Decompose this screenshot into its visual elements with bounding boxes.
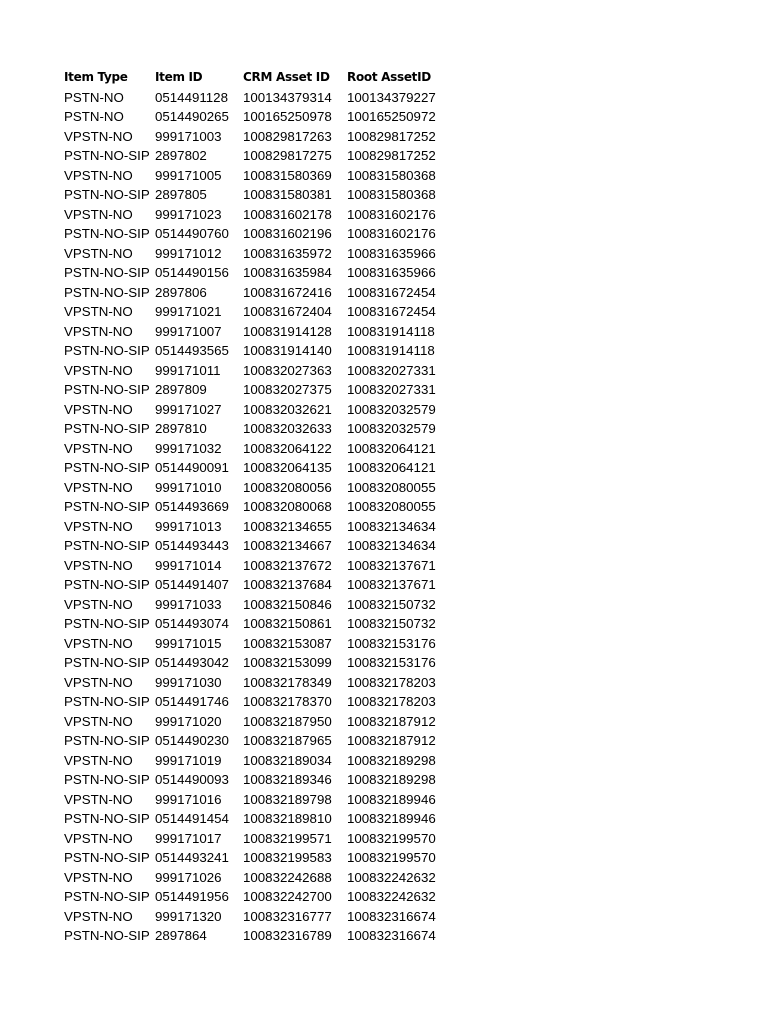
root-asset-id-cell: 100831672454: [347, 284, 436, 300]
item-id-cell: 2897864: [155, 928, 207, 943]
root-asset-id-cell: 100831672454: [347, 304, 436, 319]
table-row: [64, 926, 447, 946]
crm-asset-id-cell: 100832032633: [243, 421, 332, 436]
root-asset-id-cell: 100832064121: [347, 440, 436, 456]
root-asset-id-cell: 100832080055: [347, 479, 436, 495]
item-type-cell: VPSTN-NO: [64, 518, 133, 534]
table-row: [64, 868, 447, 888]
item-id-cell: 999171320: [155, 908, 222, 924]
crm-asset-id-cell: 100832080056: [243, 479, 332, 495]
crm-asset-id-cell: 100832189346: [243, 772, 332, 787]
item-type-cell: PSTN-NO-SIP: [64, 460, 150, 475]
item-id-cell: 999171023: [155, 206, 222, 222]
root-asset-id-cell: 100832189298: [347, 772, 436, 787]
item-type-cell: VPSTN-NO: [64, 479, 133, 495]
item-type-cell: PSTN-NO-SIP: [64, 265, 150, 280]
crm-asset-id-cell: 100829817263: [243, 128, 332, 144]
crm-asset-id-cell: 100831580381: [243, 187, 332, 202]
item-type-cell: PSTN-NO-SIP: [64, 421, 150, 436]
root-asset-id-cell: 100829817252: [347, 148, 436, 163]
table-body: [64, 88, 447, 946]
item-id-cell: 999171005: [155, 167, 222, 183]
item-id-cell: 2897809: [155, 382, 207, 397]
item-id-cell: 0514493565: [155, 343, 229, 358]
item-id-cell: 0514491746: [155, 694, 229, 709]
item-type-cell: VPSTN-NO: [64, 167, 133, 183]
crm-asset-id-cell: 100832032621: [243, 401, 332, 417]
table-row: [64, 439, 447, 459]
root-asset-id-cell: 100832027331: [347, 362, 436, 378]
table-row: [64, 419, 447, 439]
item-type-cell: VPSTN-NO: [64, 245, 133, 261]
crm-asset-id-cell: 100831914140: [243, 343, 332, 358]
item-id-cell: 2897802: [155, 148, 207, 163]
item-id-cell: 999171007: [155, 323, 222, 339]
crm-asset-id-cell: 100832187965: [243, 733, 332, 748]
item-id-cell: 0514493074: [155, 616, 229, 631]
crm-asset-id-cell: 100832189798: [243, 791, 332, 807]
table-row: [64, 283, 447, 303]
item-type-cell: PSTN-NO-SIP: [64, 655, 150, 670]
item-type-cell: VPSTN-NO: [64, 304, 133, 319]
table-row: [64, 673, 447, 693]
root-asset-id-cell: 100165250972: [347, 109, 436, 124]
item-id-cell: 0514493042: [155, 655, 229, 670]
crm-asset-id-cell: 100831602178: [243, 206, 332, 222]
item-id-cell: 0514491454: [155, 811, 229, 826]
root-asset-id-cell: 100832189298: [347, 752, 436, 768]
item-id-cell: 0514490265: [155, 109, 229, 124]
item-id-cell: 999171011: [155, 362, 221, 378]
root-asset-id-cell: 100832150732: [347, 596, 436, 612]
crm-asset-id-cell: 100831672404: [243, 304, 332, 319]
crm-asset-id-cell: 100832199583: [243, 850, 332, 865]
table-row: [64, 107, 447, 127]
item-type-cell: PSTN-NO-SIP: [64, 148, 150, 163]
item-type-cell: VPSTN-NO: [64, 635, 133, 651]
item-type-cell: VPSTN-NO: [64, 323, 133, 339]
root-asset-id-cell: 100831914118: [347, 323, 435, 339]
root-asset-id-cell: 100832178203: [347, 674, 436, 690]
root-asset-id-cell: 100831580368: [347, 187, 436, 202]
table-row: [64, 829, 447, 849]
table-row: [64, 263, 447, 283]
table-row: [64, 322, 447, 342]
item-id-cell: 0514490091: [155, 460, 229, 475]
table-row: [64, 380, 447, 400]
table-row: [64, 634, 447, 654]
crm-asset-id-cell: 100832134655: [243, 518, 332, 534]
root-asset-id-cell: 100831635966: [347, 245, 436, 261]
root-asset-id-cell: 100832027331: [347, 382, 436, 397]
item-type-cell: VPSTN-NO: [64, 713, 133, 729]
root-asset-id-cell: 100832137671: [347, 557, 436, 573]
table-row: [64, 595, 447, 615]
table-row: [64, 478, 447, 498]
crm-asset-id-cell: 100832316789: [243, 928, 332, 943]
table-row: [64, 88, 447, 108]
table-row: [64, 517, 447, 537]
root-asset-id-cell: 100832134634: [347, 538, 436, 553]
item-type-cell: PSTN-NO-SIP: [64, 284, 150, 300]
item-type-cell: PSTN-NO-SIP: [64, 343, 150, 358]
header-row: [64, 68, 447, 88]
table-row: [64, 575, 447, 595]
item-id-cell: 999171019: [155, 752, 222, 768]
item-id-cell: 999171003: [155, 128, 222, 144]
item-type-cell: PSTN-NO: [64, 109, 124, 124]
root-asset-id-cell: 100832032579: [347, 421, 436, 436]
item-id-cell: 999171010: [155, 479, 222, 495]
table-row: [64, 341, 447, 361]
item-id-cell: 999171015: [155, 635, 222, 651]
header-crm-asset-id: CRM Asset ID: [243, 70, 330, 84]
item-id-cell: 999171020: [155, 713, 222, 729]
root-asset-id-cell: 100832316674: [347, 908, 436, 924]
item-type-cell: PSTN-NO-SIP: [64, 616, 150, 631]
item-id-cell: 0514493443: [155, 538, 229, 553]
item-id-cell: 0514490230: [155, 733, 229, 748]
table-row: [64, 692, 447, 712]
item-id-cell: 999171021: [155, 304, 222, 319]
table-row: [64, 127, 447, 147]
table-row: [64, 536, 447, 556]
item-type-cell: VPSTN-NO: [64, 908, 133, 924]
item-type-cell: PSTN-NO-SIP: [64, 226, 150, 241]
table-row: [64, 653, 447, 673]
table-row: [64, 614, 447, 634]
crm-asset-id-cell: 100832178349: [243, 674, 332, 690]
table-row: [64, 556, 447, 576]
header-item-type: Item Type: [64, 70, 128, 84]
crm-asset-id-cell: 100832153087: [243, 635, 332, 651]
crm-asset-id-cell: 100832137684: [243, 577, 332, 592]
item-type-cell: VPSTN-NO: [64, 596, 133, 612]
crm-asset-id-cell: 100832137672: [243, 557, 332, 573]
item-type-cell: PSTN-NO-SIP: [64, 772, 150, 787]
crm-asset-id-cell: 100832064122: [243, 440, 332, 456]
root-asset-id-cell: 100831602176: [347, 226, 436, 241]
crm-asset-id-cell: 100832153099: [243, 655, 332, 670]
item-id-cell: 999171030: [155, 674, 222, 690]
root-asset-id-cell: 100832187912: [347, 733, 436, 748]
header-root-asset-id: Root AssetID: [347, 70, 431, 84]
table-row: [64, 400, 447, 420]
item-id-cell: 999171013: [155, 518, 222, 534]
item-type-cell: PSTN-NO-SIP: [64, 382, 150, 397]
item-id-cell: 999171014: [155, 557, 222, 573]
root-asset-id-cell: 100832189946: [347, 811, 436, 826]
crm-asset-id-cell: 100832150846: [243, 596, 332, 612]
root-asset-id-cell: 100134379227: [347, 89, 436, 105]
crm-asset-id-cell: 100832316777: [243, 908, 332, 924]
item-type-cell: PSTN-NO-SIP: [64, 733, 150, 748]
table-row: [64, 205, 447, 225]
item-id-cell: 0514491407: [155, 577, 229, 592]
root-asset-id-cell: 100832189946: [347, 791, 436, 807]
table-row: [64, 146, 447, 166]
item-id-cell: 0514490093: [155, 772, 229, 787]
root-asset-id-cell: 100832178203: [347, 694, 436, 709]
asset-table: [64, 68, 447, 946]
root-asset-id-cell: 100832153176: [347, 635, 436, 651]
root-asset-id-cell: 100832199570: [347, 830, 436, 846]
table-row: [64, 244, 447, 264]
root-asset-id-cell: 100832137671: [347, 577, 436, 592]
root-asset-id-cell: 100832199570: [347, 850, 436, 865]
crm-asset-id-cell: 100831602196: [243, 226, 332, 241]
item-type-cell: PSTN-NO-SIP: [64, 694, 150, 709]
item-id-cell: 2897805: [155, 187, 207, 202]
item-id-cell: 999171032: [155, 440, 222, 456]
root-asset-id-cell: 100832153176: [347, 655, 436, 670]
crm-asset-id-cell: 100832242688: [243, 869, 332, 885]
crm-asset-id-cell: 100832150861: [243, 616, 332, 631]
item-id-cell: 999171012: [155, 245, 222, 261]
item-id-cell: 999171017: [155, 830, 222, 846]
crm-asset-id-cell: 100832080068: [243, 499, 332, 514]
item-id-cell: 2897810: [155, 421, 207, 436]
root-asset-id-cell: 100831635966: [347, 265, 436, 280]
item-id-cell: 0514491956: [155, 889, 229, 904]
item-type-cell: VPSTN-NO: [64, 401, 133, 417]
root-asset-id-cell: 100831914118: [347, 343, 435, 358]
root-asset-id-cell: 100829817252: [347, 128, 436, 144]
item-type-cell: PSTN-NO-SIP: [64, 187, 150, 202]
crm-asset-id-cell: 100832027375: [243, 382, 332, 397]
root-asset-id-cell: 100832316674: [347, 928, 436, 943]
item-type-cell: VPSTN-NO: [64, 674, 133, 690]
table-row: [64, 770, 447, 790]
crm-asset-id-cell: 100831672416: [243, 284, 332, 300]
crm-asset-id-cell: 100134379314: [243, 89, 332, 105]
item-id-cell: 0514493669: [155, 499, 229, 514]
crm-asset-id-cell: 100832178370: [243, 694, 332, 709]
crm-asset-id-cell: 100832189034: [243, 752, 332, 768]
item-type-cell: VPSTN-NO: [64, 830, 133, 846]
item-type-cell: PSTN-NO-SIP: [64, 538, 150, 553]
table-row: [64, 361, 447, 381]
item-id-cell: 999171033: [155, 596, 222, 612]
crm-asset-id-cell: 100831580369: [243, 167, 332, 183]
crm-asset-id-cell: 100832189810: [243, 811, 332, 826]
root-asset-id-cell: 100832150732: [347, 616, 436, 631]
table-row: [64, 887, 447, 907]
table-row: [64, 224, 447, 244]
item-type-cell: PSTN-NO-SIP: [64, 499, 150, 514]
table-row: [64, 731, 447, 751]
root-asset-id-cell: 100831580368: [347, 167, 436, 183]
table-row: [64, 809, 447, 829]
item-id-cell: 0514493241: [155, 850, 229, 865]
item-type-cell: PSTN-NO-SIP: [64, 889, 150, 904]
item-type-cell: VPSTN-NO: [64, 128, 133, 144]
item-id-cell: 999171026: [155, 869, 222, 885]
header-item-id: Item ID: [155, 70, 203, 84]
root-asset-id-cell: 100832242632: [347, 889, 436, 904]
item-id-cell: 999171016: [155, 791, 222, 807]
item-id-cell: 0514491128: [155, 89, 228, 105]
crm-asset-id-cell: 100831914128: [243, 323, 332, 339]
item-type-cell: PSTN-NO: [64, 89, 124, 105]
table-row: [64, 302, 447, 322]
root-asset-id-cell: 100832064121: [347, 460, 436, 475]
table-row: [64, 751, 447, 771]
item-type-cell: VPSTN-NO: [64, 362, 133, 378]
root-asset-id-cell: 100831602176: [347, 206, 436, 222]
crm-asset-id-cell: 100829817275: [243, 148, 332, 163]
item-type-cell: VPSTN-NO: [64, 557, 133, 573]
item-id-cell: 999171027: [155, 401, 222, 417]
table-row: [64, 907, 447, 927]
item-type-cell: VPSTN-NO: [64, 869, 133, 885]
table-row: [64, 712, 447, 732]
root-asset-id-cell: 100832242632: [347, 869, 436, 885]
crm-asset-id-cell: 100165250978: [243, 109, 332, 124]
item-id-cell: 0514490156: [155, 265, 229, 280]
crm-asset-id-cell: 100832064135: [243, 460, 332, 475]
crm-asset-id-cell: 100832027363: [243, 362, 332, 378]
item-type-cell: VPSTN-NO: [64, 440, 133, 456]
item-type-cell: PSTN-NO-SIP: [64, 811, 150, 826]
table-row: [64, 458, 447, 478]
item-type-cell: PSTN-NO-SIP: [64, 850, 150, 865]
item-type-cell: VPSTN-NO: [64, 791, 133, 807]
table-row: [64, 848, 447, 868]
crm-asset-id-cell: 100832199571: [243, 830, 332, 846]
item-type-cell: VPSTN-NO: [64, 206, 133, 222]
root-asset-id-cell: 100832080055: [347, 499, 436, 514]
item-type-cell: PSTN-NO-SIP: [64, 577, 150, 592]
table-row: [64, 185, 447, 205]
crm-asset-id-cell: 100831635984: [243, 265, 332, 280]
crm-asset-id-cell: 100832242700: [243, 889, 332, 904]
table-row: [64, 497, 447, 517]
table-row: [64, 166, 447, 186]
crm-asset-id-cell: 100832187950: [243, 713, 332, 729]
root-asset-id-cell: 100832134634: [347, 518, 436, 534]
root-asset-id-cell: 100832187912: [347, 713, 436, 729]
crm-asset-id-cell: 100831635972: [243, 245, 332, 261]
item-id-cell: 2897806: [155, 284, 207, 300]
item-id-cell: 0514490760: [155, 226, 229, 241]
item-type-cell: VPSTN-NO: [64, 752, 133, 768]
table-row: [64, 790, 447, 810]
item-type-cell: PSTN-NO-SIP: [64, 928, 150, 943]
root-asset-id-cell: 100832032579: [347, 401, 436, 417]
crm-asset-id-cell: 100832134667: [243, 538, 332, 553]
